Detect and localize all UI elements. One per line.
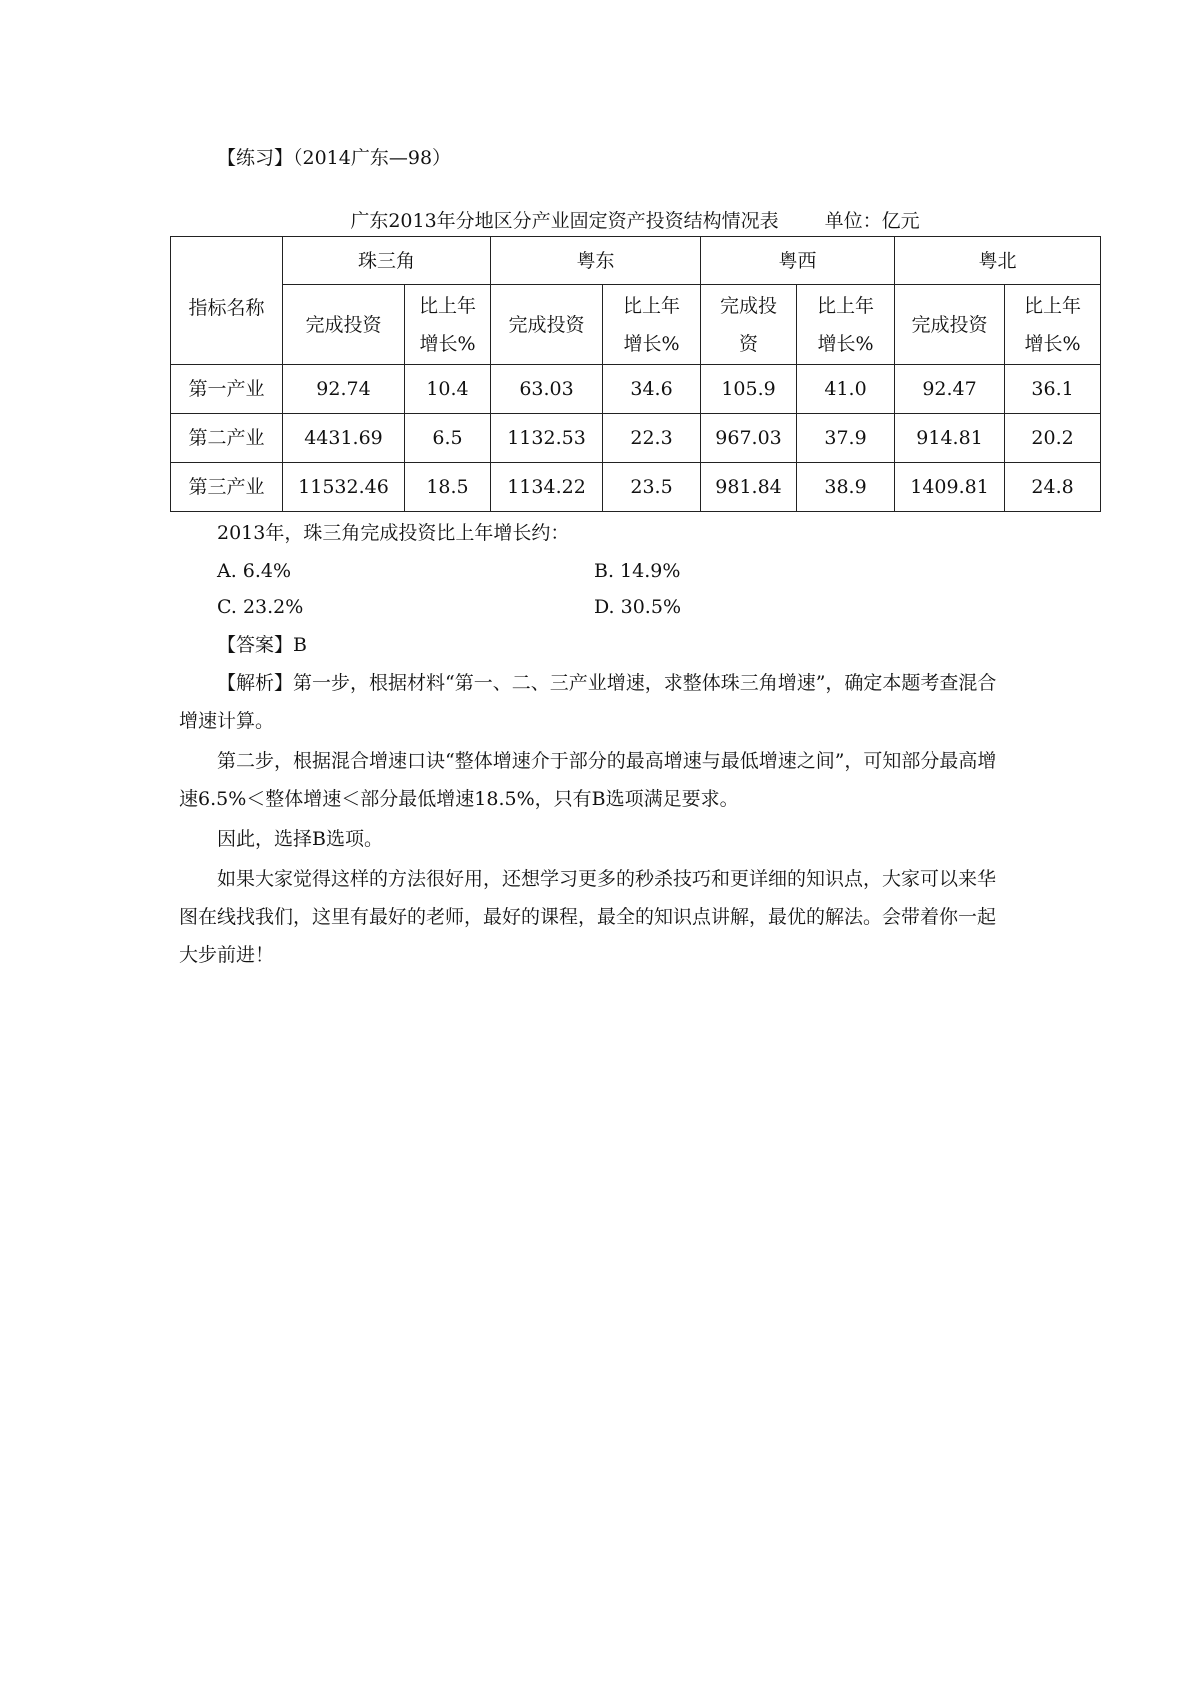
table-row (171, 365, 1101, 414)
analysis-step-2: 第二步，根据混合增速口诀“整体增速介于部分的最高增速与最低增速之间”，可知部分最高增速6.5%＜整体增速＜部分最低增速18.5%，只有B选项满足要求。 (179, 750, 997, 810)
table-cell: 36.1 (1005, 365, 1101, 414)
option-c: C. 23.2% (217, 596, 304, 618)
table-cell: 1132.53 (491, 414, 603, 463)
invest-header: 完成投资 (895, 285, 1005, 365)
table-cell: 1409.81 (895, 463, 1005, 512)
growth-header: 比上年 增长% (603, 285, 701, 365)
analysis-conclusion: 因此，选择B选项。 (217, 828, 383, 850)
table-cell: 6.5 (405, 414, 491, 463)
table-row (171, 463, 1101, 512)
invest-header: 完成投 资 (701, 285, 797, 365)
table-cell: 105.9 (701, 365, 797, 414)
option-b: B. 14.9% (594, 560, 681, 582)
region-header: 粤北 (895, 237, 1101, 285)
region-header: 珠三角 (283, 237, 491, 285)
table-cell: 92.47 (895, 365, 1005, 414)
invest-header: 完成投资 (491, 285, 603, 365)
row-header-cell: 指标名称 (171, 237, 283, 365)
table-title-text: 广东2013年分地区分产业固定资产投资结构情况表 (350, 210, 779, 232)
row-name: 第二产业 (171, 414, 283, 463)
table-header-row (171, 237, 1101, 285)
table-cell: 34.6 (603, 365, 701, 414)
table-cell: 981.84 (701, 463, 797, 512)
table-cell: 4431.69 (283, 414, 405, 463)
table-title (170, 206, 1100, 233)
table-cell: 23.5 (603, 463, 701, 512)
analysis-step-1: 【解析】第一步，根据材料“第一、二、三产业增速，求整体珠三角增速”，确定本题考查混合增速计算。 (179, 672, 997, 732)
table-cell: 92.74 (283, 365, 405, 414)
growth-header: 比上年 增长% (1005, 285, 1101, 365)
answer-text: 【答案】B (217, 634, 307, 656)
invest-header: 完成投资 (283, 285, 405, 365)
region-header: 粤东 (491, 237, 701, 285)
question-text: 2013年，珠三角完成投资比上年增长约： (217, 522, 570, 544)
table-cell: 11532.46 (283, 463, 405, 512)
table-cell: 967.03 (701, 414, 797, 463)
table-cell: 1134.22 (491, 463, 603, 512)
exercise-heading: 【练习】（2014广东—98） (217, 147, 452, 169)
table-cell: 37.9 (797, 414, 895, 463)
growth-header: 比上年 增长% (797, 285, 895, 365)
table-cell: 41.0 (797, 365, 895, 414)
table-cell: 18.5 (405, 463, 491, 512)
table-cell: 63.03 (491, 365, 603, 414)
table-cell: 24.8 (1005, 463, 1101, 512)
table-subheader-row (171, 285, 1101, 365)
option-a: A. 6.4% (217, 560, 292, 582)
table-cell: 38.9 (797, 463, 895, 512)
table-row (171, 414, 1101, 463)
growth-header: 比上年 增长% (405, 285, 491, 365)
table-cell: 22.3 (603, 414, 701, 463)
investment-table (170, 236, 1101, 512)
region-header: 粤西 (701, 237, 895, 285)
option-d: D. 30.5% (594, 596, 681, 618)
table-cell: 20.2 (1005, 414, 1101, 463)
row-name: 第一产业 (171, 365, 283, 414)
table-cell: 914.81 (895, 414, 1005, 463)
promo-paragraph: 如果大家觉得这样的方法很好用，还想学习更多的秒杀技巧和更详细的知识点，大家可以来华图在线找我们，这里有最好的老师，最好的课程，最全的知识点讲解，最优的解法。会带着你一起大步前进！ (179, 868, 997, 966)
row-name: 第三产业 (171, 463, 283, 512)
table-cell: 10.4 (405, 365, 491, 414)
table-unit: 单位：亿元 (824, 210, 920, 232)
